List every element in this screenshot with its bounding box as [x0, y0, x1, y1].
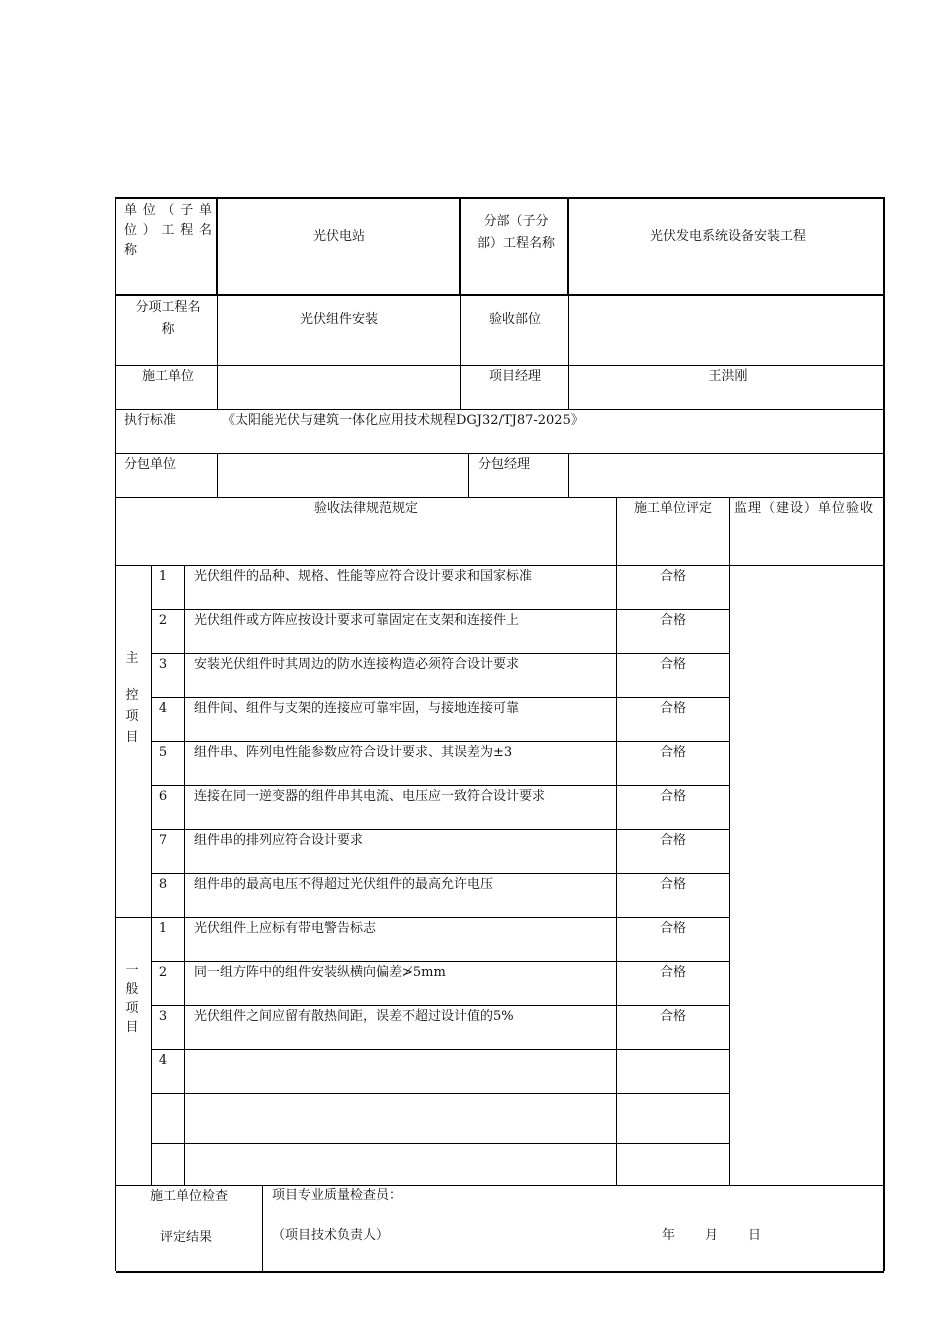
row-text: 光伏组件或方阵应按设计要求可靠固定在支架和连接件上 — [194, 613, 520, 628]
unit-project-label: 单位（子单位）工程名称 — [124, 203, 216, 258]
row-number: 2 — [158, 965, 168, 980]
row-result[interactable]: 合格 — [659, 921, 686, 936]
col-divider — [460, 295, 461, 409]
col-divider — [184, 565, 185, 1185]
row-divider — [116, 453, 884, 454]
main-control-label: 主 控 项 目 — [125, 651, 139, 745]
row-number: 4 — [158, 1053, 168, 1068]
row-divider — [152, 741, 730, 742]
row-result[interactable]: 合格 — [659, 1009, 686, 1024]
row-text: 同一组方阵中的组件安装纵横向偏差≯5mm — [194, 965, 446, 980]
row-text: 组件串的最高电压不得超过光伏组件的最高允许电压 — [194, 877, 494, 892]
col-divider — [151, 565, 152, 1185]
supervisor-acceptance-area[interactable] — [730, 565, 884, 1185]
col-divider — [262, 1185, 263, 1273]
acceptance-part-label: 验收部位 — [488, 312, 541, 327]
row-number: 2 — [158, 613, 168, 628]
division-value[interactable]: 光伏发电系统设备安装工程 — [649, 229, 806, 244]
row-number: 3 — [158, 1009, 168, 1024]
row-divider — [116, 917, 730, 918]
col-divider — [568, 453, 569, 497]
row-text: 组件串的排列应符合设计要求 — [194, 833, 364, 848]
row-number: 8 — [158, 877, 168, 892]
row-number: 3 — [158, 657, 168, 672]
col-divider — [216, 199, 218, 295]
row-text: 安装光伏组件时其周边的防水连接构造必须符合设计要求 — [194, 657, 520, 672]
row-number: 7 — [158, 833, 168, 848]
contractor-eval-heading: 施工单位评定 — [633, 501, 712, 516]
col-divider — [729, 497, 730, 1185]
row-divider — [152, 873, 730, 874]
row-divider — [152, 1005, 730, 1006]
row-divider — [116, 565, 884, 566]
item-project-label: 分项工程名称 — [135, 300, 201, 337]
row-divider — [152, 697, 730, 698]
tech-lead-label: （项目技术负责人） — [272, 1228, 390, 1243]
row-text: 组件串、阵列电性能参数应符合设计要求、其误差为±3 — [194, 745, 513, 760]
row-result[interactable]: 合格 — [659, 965, 686, 980]
row-text: 光伏组件上应标有带电警告标志 — [194, 921, 377, 936]
unit-project-value[interactable]: 光伏电站 — [312, 229, 365, 244]
check-label-line1: 施工单位检查 — [149, 1189, 228, 1204]
row-number: 4 — [158, 701, 168, 716]
item-project-value[interactable]: 光伏组件安装 — [299, 312, 378, 327]
col-divider — [616, 497, 617, 1185]
row-divider — [116, 1185, 884, 1186]
row-divider — [152, 1143, 730, 1144]
standard-value[interactable]: 《太阳能光伏与建筑一体化应用技术规程DGJ32/TJ87-2025》 — [222, 413, 584, 428]
check-label-line2: 评定结果 — [159, 1230, 212, 1245]
bottom-border — [116, 1271, 884, 1273]
acceptance-form — [115, 197, 885, 1271]
col-divider — [217, 453, 218, 497]
row-text: 光伏组件的品种、规格、性能等应符合设计要求和国家标准 — [194, 569, 533, 584]
standard-label: 执行标准 — [124, 413, 177, 428]
row-result[interactable]: 合格 — [659, 877, 686, 892]
row-result[interactable]: 合格 — [659, 701, 686, 716]
col-divider — [567, 199, 569, 295]
col-divider — [459, 199, 461, 295]
row-number: 6 — [158, 789, 168, 804]
row-divider — [152, 961, 730, 962]
day-label: 日 — [748, 1228, 762, 1243]
row-result[interactable]: 合格 — [659, 833, 686, 848]
row-result[interactable]: 合格 — [659, 745, 686, 760]
row-divider — [152, 653, 730, 654]
row-number: 1 — [158, 921, 168, 936]
row-divider — [152, 1093, 730, 1094]
project-manager-value[interactable]: 王洪刚 — [708, 369, 748, 384]
row-divider — [116, 365, 884, 366]
row-text: 连接在同一逆变器的组件串其电流、电压应一致符合设计要求 — [194, 789, 546, 804]
general-label: 一 般 项 目 — [125, 963, 139, 1035]
row-divider — [152, 829, 730, 830]
subcontractor-label: 分包单位 — [124, 457, 177, 472]
row-divider — [152, 609, 730, 610]
row-divider — [152, 1049, 730, 1050]
contractor-label: 施工单位 — [141, 369, 194, 384]
col-divider — [568, 295, 569, 409]
row-divider — [152, 785, 730, 786]
division-label: 分部（子分部）工程名称 — [476, 214, 555, 251]
row-number: 5 — [158, 745, 168, 760]
row-divider — [116, 294, 884, 296]
regulation-heading: 验收法律规范规定 — [313, 501, 418, 516]
sub-manager-label: 分包经理 — [478, 457, 531, 472]
row-divider — [116, 497, 884, 498]
col-divider — [217, 295, 218, 409]
col-divider — [468, 453, 469, 497]
year-label: 年 — [662, 1228, 676, 1243]
row-result[interactable]: 合格 — [659, 613, 686, 628]
inspector-label: 项目专业质量检查员： — [272, 1188, 403, 1203]
row-result[interactable]: 合格 — [659, 657, 686, 672]
row-number: 1 — [158, 569, 168, 584]
row-result[interactable]: 合格 — [659, 569, 686, 584]
row-text: 光伏组件之间应留有散热间距，误差不超过设计值的5% — [194, 1009, 514, 1024]
row-result[interactable]: 合格 — [659, 789, 686, 804]
row-text: 组件间、组件与支架的连接应可靠牢固，与接地连接可靠 — [194, 701, 520, 716]
row-divider — [116, 409, 884, 410]
month-label: 月 — [705, 1228, 719, 1243]
project-manager-label: 项目经理 — [488, 369, 541, 384]
supervisor-heading: 监理（建设）单位验收 — [734, 501, 875, 516]
